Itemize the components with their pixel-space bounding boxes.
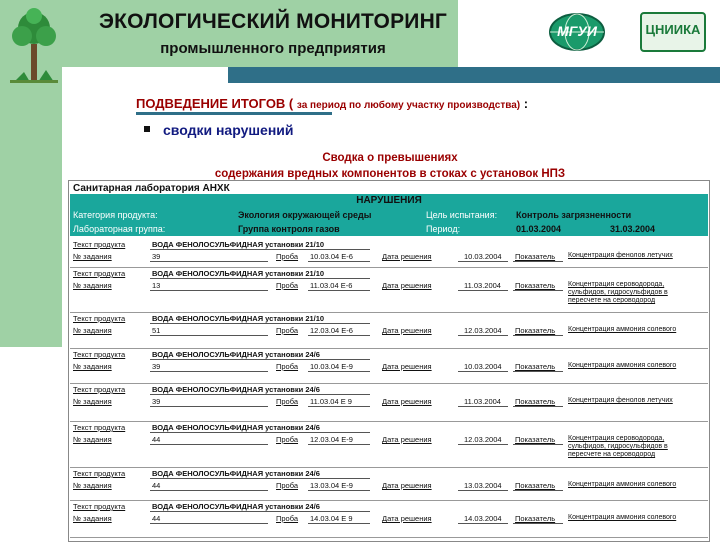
field-underline xyxy=(150,323,370,324)
task-number: 39 xyxy=(152,397,161,406)
field-underline xyxy=(308,261,370,262)
summary-underline xyxy=(136,112,332,115)
product-name: ВОДА ФЕНОЛОСУЛЬФИДНАЯ установки 21/10 xyxy=(152,314,325,323)
field-underline xyxy=(150,359,370,360)
product-label: Текст продукта xyxy=(73,240,126,249)
goal-label: Цель испытания: xyxy=(426,210,498,220)
sample-label[interactable]: Проба xyxy=(276,514,299,523)
indicator-label[interactable]: Показатель xyxy=(515,435,556,444)
category-value: Экология окружающей среды xyxy=(238,210,372,220)
product-name: ВОДА ФЕНОЛОСУЛЬФИДНАЯ установки 24/6 xyxy=(152,469,320,478)
sample-label[interactable]: Проба xyxy=(276,397,299,406)
record-block xyxy=(70,268,708,313)
indicator-value: Концентрация аммония солевого xyxy=(568,514,677,521)
field-underline xyxy=(150,261,268,262)
product-name: ВОДА ФЕНОЛОСУЛЬФИДНАЯ установки 24/6 xyxy=(152,385,320,394)
report-title xyxy=(160,150,620,182)
field-underline xyxy=(458,335,508,336)
task-label: № задания xyxy=(73,362,112,371)
indicator-label[interactable]: Показатель xyxy=(515,326,556,335)
summary-note: за период по любому участку производства) xyxy=(296,100,521,111)
sample-value: 10.03.04 Е-9 xyxy=(310,362,353,371)
field-underline xyxy=(513,444,563,445)
indicator-value: Концентрация сероводорода, сульфидов, гидросульфидов в пересчете на сероводород xyxy=(568,435,668,458)
field-underline xyxy=(150,371,268,372)
page-title: ЭКОЛОГИЧЕСКИЙ МОНИТОРИНГ xyxy=(98,10,448,33)
side-background xyxy=(0,67,62,347)
decision-date-value: 10.03.2004 xyxy=(464,362,502,371)
decision-date-value: 13.03.2004 xyxy=(464,481,502,490)
indicator-value: Концентрация аммония солевого xyxy=(568,481,677,488)
indicator-value: Концентрация фенолов летучих xyxy=(568,397,673,404)
field-underline xyxy=(513,290,563,291)
period-to: 31.03.2004 xyxy=(610,224,656,234)
violations-title: НАРУШЕНИЯ xyxy=(356,195,422,206)
decision-date-label[interactable]: Дата решения xyxy=(382,326,432,335)
task-label: № задания xyxy=(73,397,112,406)
group-label: Лабораторная группа: xyxy=(73,224,166,234)
indicator-label[interactable]: Показатель xyxy=(515,362,556,371)
indicator-label[interactable]: Показатель xyxy=(515,252,556,261)
goal-value: Контроль загрязненности xyxy=(516,210,632,220)
category-label: Категория продукта: xyxy=(73,210,158,220)
field-underline xyxy=(308,444,370,445)
indicator-value: Концентрация аммония солевого xyxy=(568,362,677,369)
mgui-logo-text: МГУИ xyxy=(557,23,597,39)
indicator-value: Концентрация аммония солевого xyxy=(568,326,677,333)
product-label: Текст продукта xyxy=(73,314,126,323)
task-label: № задания xyxy=(73,481,112,490)
field-underline xyxy=(513,490,563,491)
sample-value: 12.03.04 Е-9 xyxy=(310,435,353,444)
task-number: 44 xyxy=(152,514,161,523)
task-number: 13 xyxy=(152,281,161,290)
decision-date-label[interactable]: Дата решения xyxy=(382,252,432,261)
decision-date-label[interactable]: Дата решения xyxy=(382,397,432,406)
record-block xyxy=(70,468,708,501)
sample-value: 14.03.04 Е 9 xyxy=(310,514,353,523)
sample-value: 13.03.04 Е-9 xyxy=(310,481,353,490)
field-underline xyxy=(150,335,268,336)
field-underline xyxy=(458,371,508,372)
record-block xyxy=(70,501,708,538)
product-name: ВОДА ФЕНОЛОСУЛЬФИДНАЯ установки 21/10 xyxy=(152,269,325,278)
summary-colon: : xyxy=(520,96,529,111)
task-label: № задания xyxy=(73,326,112,335)
period-from: 01.03.2004 xyxy=(516,224,562,234)
group-value: Группа контроля газов xyxy=(238,224,340,234)
field-underline xyxy=(150,394,370,395)
product-name: ВОДА ФЕНОЛОСУЛЬФИДНАЯ установки 24/6 xyxy=(152,423,320,432)
product-label: Текст продукта xyxy=(73,423,126,432)
product-name: ВОДА ФЕНОЛОСУЛЬФИДНАЯ установки 24/6 xyxy=(152,502,320,511)
field-underline xyxy=(458,261,508,262)
field-underline xyxy=(458,406,508,407)
task-label: № задания xyxy=(73,252,112,261)
field-underline xyxy=(150,490,268,491)
field-underline xyxy=(308,290,370,291)
cniika-logo-text: ЦНИИКА xyxy=(645,22,701,37)
bullet-violations-summary: сводки нарушений xyxy=(163,122,294,138)
product-name: ВОДА ФЕНОЛОСУЛЬФИДНАЯ установки 24/6 xyxy=(152,350,320,359)
mgui-logo xyxy=(548,12,606,57)
field-underline xyxy=(458,523,508,524)
field-underline xyxy=(308,406,370,407)
field-underline xyxy=(150,478,370,479)
task-number: 51 xyxy=(152,326,161,335)
sample-label[interactable]: Проба xyxy=(276,252,299,261)
field-underline xyxy=(513,406,563,407)
header-divider-bar xyxy=(228,67,720,83)
decision-date-label[interactable]: Дата решения xyxy=(382,481,432,490)
summary-heading xyxy=(136,96,528,111)
product-label: Текст продукта xyxy=(73,502,126,511)
indicator-label[interactable]: Показатель xyxy=(515,281,556,290)
field-underline xyxy=(150,444,268,445)
decision-date-value: 11.03.2004 xyxy=(464,281,501,290)
decision-date-value: 14.03.2004 xyxy=(464,514,502,523)
indicator-label[interactable]: Показатель xyxy=(515,397,556,406)
field-underline xyxy=(150,432,370,433)
bullet-icon xyxy=(144,126,150,132)
sample-label[interactable]: Проба xyxy=(276,481,299,490)
indicator-value: Концентрация сероводорода, сульфидов, гидросульфидов в пересчете на сероводород xyxy=(568,281,668,304)
task-number: 44 xyxy=(152,435,161,444)
sample-label[interactable]: Проба xyxy=(276,281,299,290)
task-label: № задания xyxy=(73,514,112,523)
decision-date-value: 12.03.2004 xyxy=(464,326,502,335)
decision-date-label[interactable]: Дата решения xyxy=(382,514,432,523)
sample-value: 12.03.04 Е-6 xyxy=(310,326,353,335)
sample-value: 11.03.04 Е 9 xyxy=(310,397,352,406)
indicator-label[interactable]: Показатель xyxy=(515,514,556,523)
record-block xyxy=(70,349,708,384)
product-label: Текст продукта xyxy=(73,350,126,359)
field-underline xyxy=(308,490,370,491)
summary-heading-text: ПОДВЕДЕНИЕ ИТОГОВ ( xyxy=(136,96,297,111)
field-underline xyxy=(513,335,563,336)
product-label: Текст продукта xyxy=(73,469,126,478)
product-label: Текст продукта xyxy=(73,385,126,394)
page-subtitle: промышленного предприятия xyxy=(160,40,386,57)
product-label: Текст продукта xyxy=(73,269,126,278)
field-underline xyxy=(150,523,268,524)
product-name: ВОДА ФЕНОЛОСУЛЬФИДНАЯ установки 21/10 xyxy=(152,240,325,249)
record-block xyxy=(70,422,708,468)
field-underline xyxy=(513,371,563,372)
sample-value: 11.03.04 Е-6 xyxy=(310,281,353,290)
field-underline xyxy=(308,335,370,336)
decision-date-value: 12.03.2004 xyxy=(464,435,502,444)
field-underline xyxy=(150,249,370,250)
decision-date-value: 11.03.2004 xyxy=(464,397,501,406)
field-underline xyxy=(150,278,370,279)
decision-date-label[interactable]: Дата решения xyxy=(382,362,432,371)
field-underline xyxy=(150,406,268,407)
sample-value: 10.03.04 Е-6 xyxy=(310,252,353,261)
task-label: № задания xyxy=(73,281,112,290)
tree-logo-icon xyxy=(4,6,64,86)
report-sheet xyxy=(68,180,710,542)
sample-label[interactable]: Проба xyxy=(276,362,299,371)
record-block xyxy=(70,239,708,268)
decision-date-value: 10.03.2004 xyxy=(464,252,502,261)
field-underline xyxy=(458,490,508,491)
field-underline xyxy=(150,511,370,512)
field-underline xyxy=(513,523,563,524)
report-title-line2: содержания вредных компонентов в стоках с установок НПЗ xyxy=(214,168,566,180)
sample-label[interactable]: Проба xyxy=(276,326,299,335)
decision-date-label[interactable]: Дата решения xyxy=(382,435,432,444)
period-label: Период: xyxy=(426,224,461,234)
task-number: 44 xyxy=(152,481,161,490)
indicator-value: Концентрация фенолов летучих xyxy=(568,252,673,259)
field-underline xyxy=(513,261,563,262)
report-header xyxy=(70,194,708,236)
lab-name: Санитарная лаборатория АНХК xyxy=(73,183,230,194)
report-title-line1: Сводка о превышениях xyxy=(322,152,458,164)
indicator-label[interactable]: Показатель xyxy=(515,481,556,490)
field-underline xyxy=(308,371,370,372)
record-block xyxy=(70,384,708,422)
sample-label[interactable]: Проба xyxy=(276,435,299,444)
field-underline xyxy=(150,290,268,291)
cniika-logo xyxy=(640,12,706,52)
task-label: № задания xyxy=(73,435,112,444)
record-block xyxy=(70,313,708,349)
field-underline xyxy=(308,523,370,524)
decision-date-label[interactable]: Дата решения xyxy=(382,281,432,290)
task-number: 39 xyxy=(152,252,161,261)
task-number: 39 xyxy=(152,362,161,371)
field-underline xyxy=(458,290,508,291)
field-underline xyxy=(458,444,508,445)
